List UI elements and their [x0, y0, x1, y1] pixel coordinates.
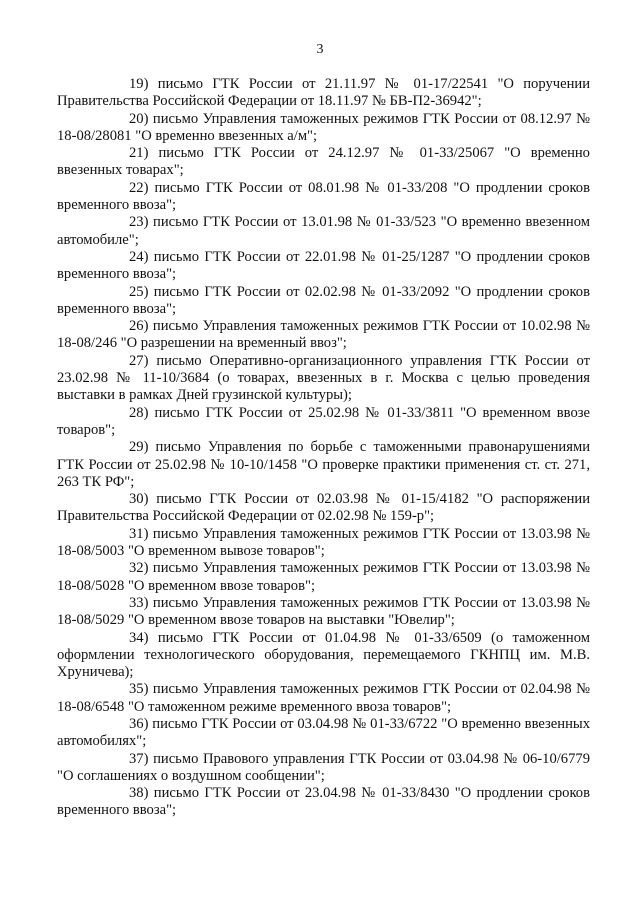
list-item-number: 27)	[129, 352, 149, 369]
list-item-text: письмо ГТК России от 02.02.98 № 01-33/2092 "О продлении сроков временного ввоза";	[57, 283, 590, 317]
list-item-text: письмо Управления по борьбе с таможенными правонарушениями ГТК России от 25.02.98 № 10-10/1458 "О проверке практики применения ст. ст. 271, 263 ТК РФ";	[57, 439, 591, 490]
list-item	[57, 681, 590, 716]
list-item-text: письмо Оперативно-организационного управления ГТК России от 23.02.98 № 11-10/3684 (о товарах, ввезенных в г. Москва с целью проведения выставки в рамках Дней грузинской культуры);	[57, 352, 590, 404]
list-item-number: 24)	[129, 248, 149, 265]
list-item	[57, 284, 590, 319]
list-item	[57, 111, 590, 146]
list-item-text: письмо ГТК России от 13.01.98 № 01-33/523 "О временно ввезенном автомобиле";	[57, 214, 590, 248]
list-item	[57, 76, 590, 111]
list-item-number: 35)	[129, 681, 149, 698]
list-item	[57, 318, 590, 353]
list-item-number: 37)	[129, 750, 149, 767]
list-item-text: письмо ГТК России от 08.01.98 № 01-33/208 "О продлении сроков временного ввоза";	[57, 179, 590, 214]
list-item-text: письмо Управления таможенных режимов ГТК России от 13.03.98 № 18-08/5003 "О временном вывозе товаров";	[57, 525, 590, 560]
list-item	[57, 180, 590, 215]
list-item	[57, 214, 590, 249]
list-item-text: письмо Управления таможенных режимов ГТК России от 13.03.98 № 18-08/5029 "О временном ввозе товаров на выставки "Ювелир";	[57, 594, 590, 629]
list-item	[57, 785, 590, 820]
list-item-text: письмо ГТК России от 21.11.97 № 01-17/22541 "О поручении Правительства Российской Федерации от 18.11.97 № БВ-П2-36942";	[57, 76, 590, 110]
list-item	[57, 751, 590, 786]
list-item	[57, 526, 590, 561]
list-item-text: письмо Управления таможенных режимов ГТК России от 10.02.98 № 18-08/246 "О разрешении на временный ввоз";	[57, 318, 590, 352]
list-item	[57, 630, 590, 682]
list-item-text: письмо Управления таможенных режимов ГТК России от 02.04.98 № 18-08/6548 "О таможенном режиме временного ввоза товаров";	[57, 681, 590, 715]
list-item	[57, 595, 590, 630]
list-item-number: 26)	[129, 318, 149, 335]
list-item	[57, 439, 590, 491]
list-item-number: 20)	[129, 110, 149, 127]
list-item-text: письмо ГТК России от 02.03.98 № 01-15/4182 "О распоряжении Правительства Российской Федерации от 02.02.98 № 159-р";	[57, 491, 591, 525]
list-item	[57, 145, 590, 180]
list-item-number: 34)	[129, 629, 149, 646]
list-item-text: письмо ГТК России от 25.02.98 № 01-33/3811 "О временном ввозе товаров";	[57, 404, 590, 438]
list-item	[57, 491, 590, 526]
list-item-text: письмо ГТК России от 22.01.98 № 01-25/1287 "О продлении сроков временного ввоза";	[57, 248, 590, 283]
list-item	[57, 405, 590, 440]
list-item-number: 33)	[129, 594, 149, 611]
list-item-text: письмо ГТК России от 03.04.98 № 01-33/6722 "О временно ввезенных автомобилях";	[57, 715, 590, 750]
list-item-text: письмо ГТК России от 23.04.98 № 01-33/8430 "О продлении сроков временного ввоза";	[57, 785, 590, 819]
list-item-number: 25)	[129, 283, 149, 300]
list-item-number: 29)	[129, 439, 149, 456]
list-item-number: 32)	[129, 560, 149, 577]
list-item-text: письмо ГТК России от 01.04.98 № 01-33/6509 (о таможенном оформлении технологического оборудования, перемещаемого ГКНПЦ им. М.В. Хруничева);	[57, 629, 590, 681]
list-item	[57, 353, 590, 405]
list-item-number: 31)	[129, 525, 149, 542]
list-item-text: письмо Правового управления ГТК России от 03.04.98 № 06-10/6779 "О соглашениях о воздушном сообщении";	[57, 750, 590, 784]
page-number: 3	[316, 42, 324, 57]
list-item	[57, 249, 590, 284]
list-item-number: 36)	[129, 715, 149, 732]
list-item	[57, 560, 590, 595]
list-item-number: 21)	[129, 145, 149, 162]
list-item	[57, 716, 590, 751]
list-item-number: 28)	[129, 404, 149, 421]
list-item-text: письмо Управления таможенных режимов ГТК России от 13.03.98 № 18-08/5028 "О временном ввозе товаров";	[57, 560, 590, 594]
list-item-number: 30)	[129, 491, 149, 508]
list-item-number: 19)	[129, 76, 149, 92]
list-item-text: письмо ГТК России от 24.12.97 № 01-33/25067 "О временно ввезенных товарах";	[57, 145, 590, 179]
document-list	[57, 76, 590, 820]
list-item-number: 23)	[129, 214, 149, 231]
list-item-text: письмо Управления таможенных режимов ГТК России от 08.12.97 № 18-08/28081 "О временно ввезенных а/м";	[57, 110, 590, 144]
list-item-number: 22)	[129, 179, 149, 196]
list-item-number: 38)	[129, 785, 149, 802]
